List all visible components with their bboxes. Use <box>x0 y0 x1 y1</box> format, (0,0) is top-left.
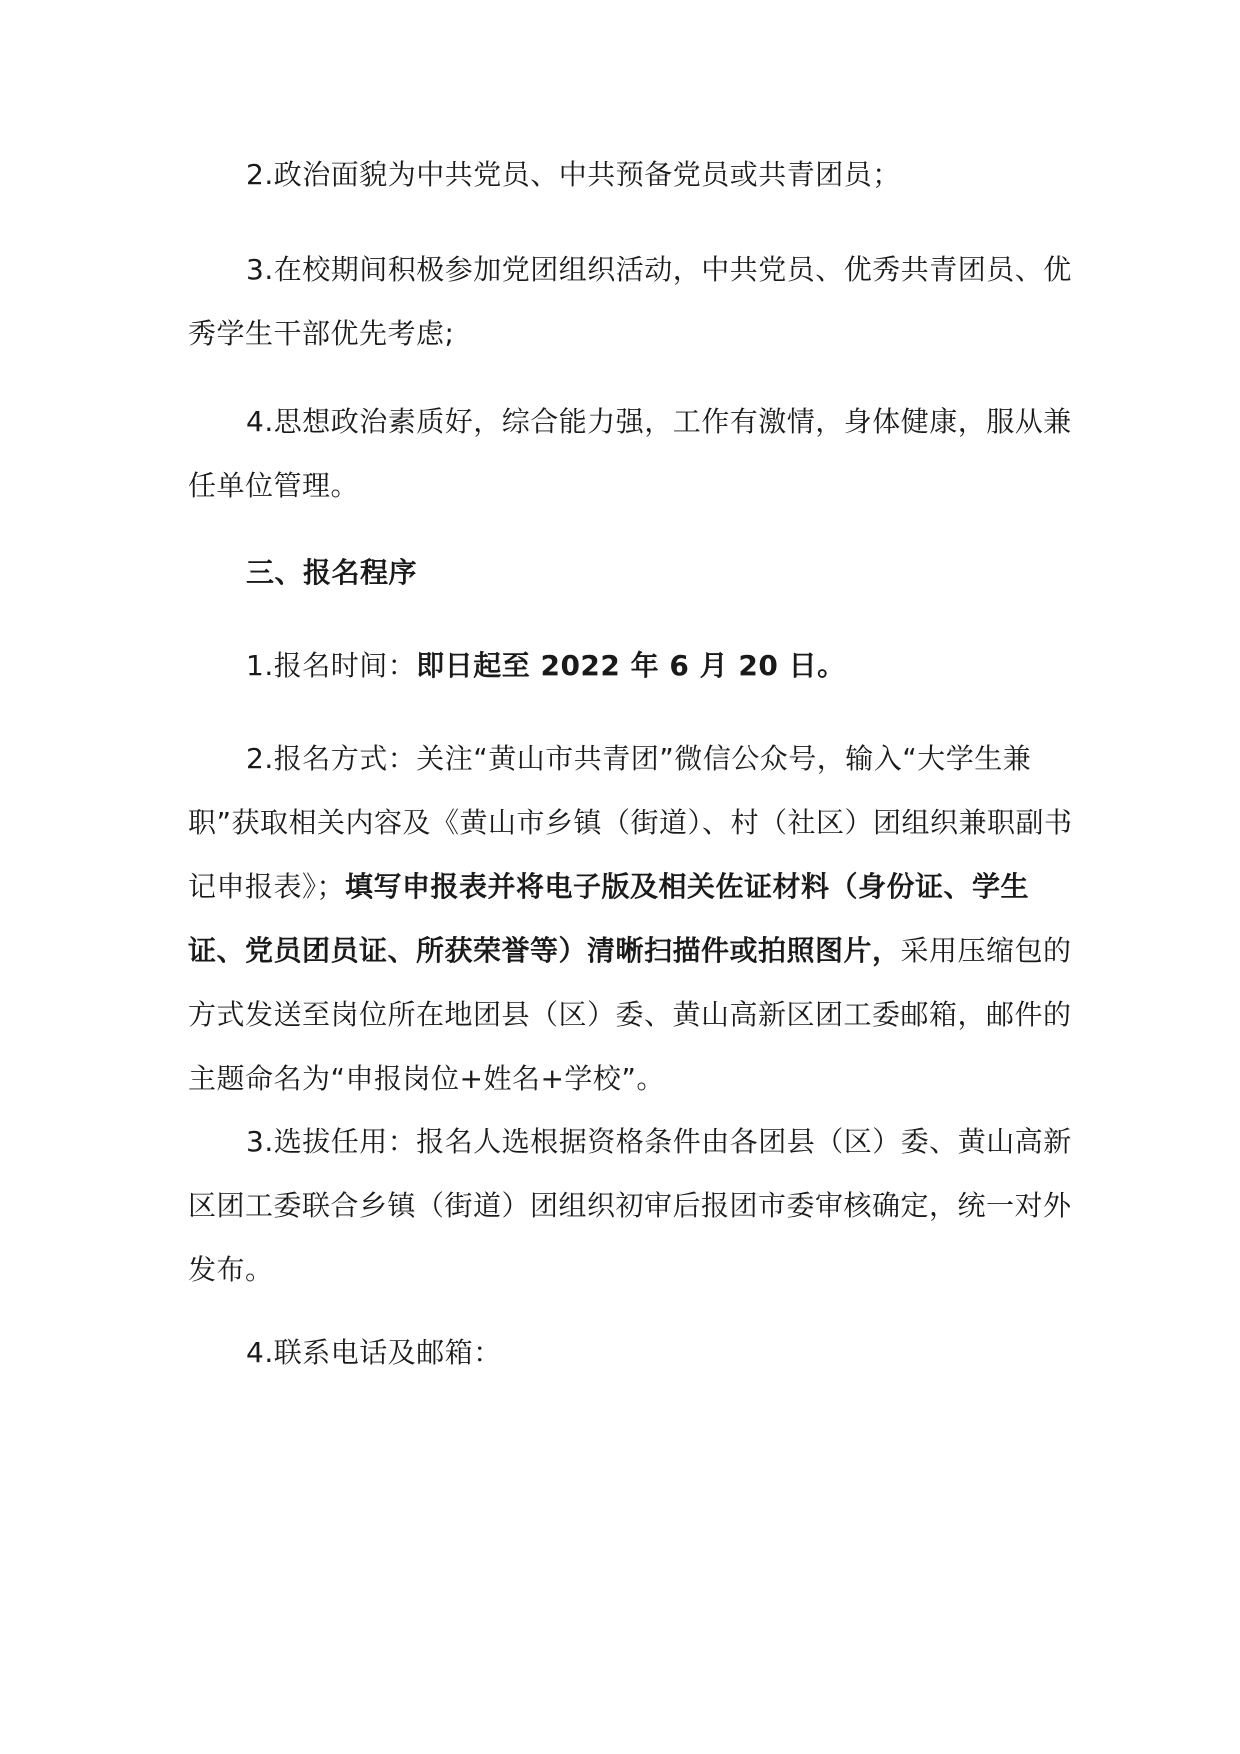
section-heading-registration <box>188 541 1078 605</box>
requirement-3 <box>188 238 1078 366</box>
requirement-4-text: 4.思想政治素质好，综合能力强，工作有激情，身体健康，服从兼任单位管理。 <box>188 405 1072 502</box>
registration-method-bold: 填写申报表并将电子版及相关佐证材料（身份证、学生证、党员团员证、所获荣誉等）清晰扫描件或拍照图片， <box>188 870 1030 967</box>
registration-method-text-2: 采用压缩包的方式发送至岗位所在地团县（区）委、黄山高新区团工委邮箱，邮件的主题命名为“申报岗位+姓名+学校”。 <box>188 934 1072 1095</box>
registration-time-label: 1.报名时间： <box>246 649 417 682</box>
registration-method-text-1: 2.报名方式：关注“黄山市共青团”微信公众号，输入“大学生兼职”获取相关内容及《黄山市乡镇（街道）、村（社区）团组织兼职副书记申报表》； <box>188 742 1073 903</box>
requirement-4 <box>188 390 1078 518</box>
requirement-2-text: 2.政治面貌为中共党员、中共预备党员或共青团员； <box>246 158 901 191</box>
document-page <box>188 0 1078 1754</box>
selection-appointment <box>188 1110 1078 1302</box>
registration-time <box>188 634 1078 698</box>
contact-info-text: 4.联系电话及邮箱： <box>246 1336 502 1369</box>
requirement-3-text: 3.在校期间积极参加党团组织活动，中共党员、优秀共青团员、优秀学生干部优先考虑; <box>188 253 1072 350</box>
section-heading-text: 三、报名程序 <box>246 556 418 589</box>
registration-method <box>188 727 1078 1111</box>
requirement-2 <box>188 143 1078 207</box>
selection-appointment-text: 3.选拔任用：报名人选根据资格条件由各团县（区）委、黄山高新区团工委联合乡镇（街道）团组织初审后报团市委审核确定，统一对外发布。 <box>188 1125 1072 1286</box>
registration-time-value: 即日起至 2022 年 6 月 20 日。 <box>416 649 846 682</box>
contact-info <box>188 1321 1078 1385</box>
